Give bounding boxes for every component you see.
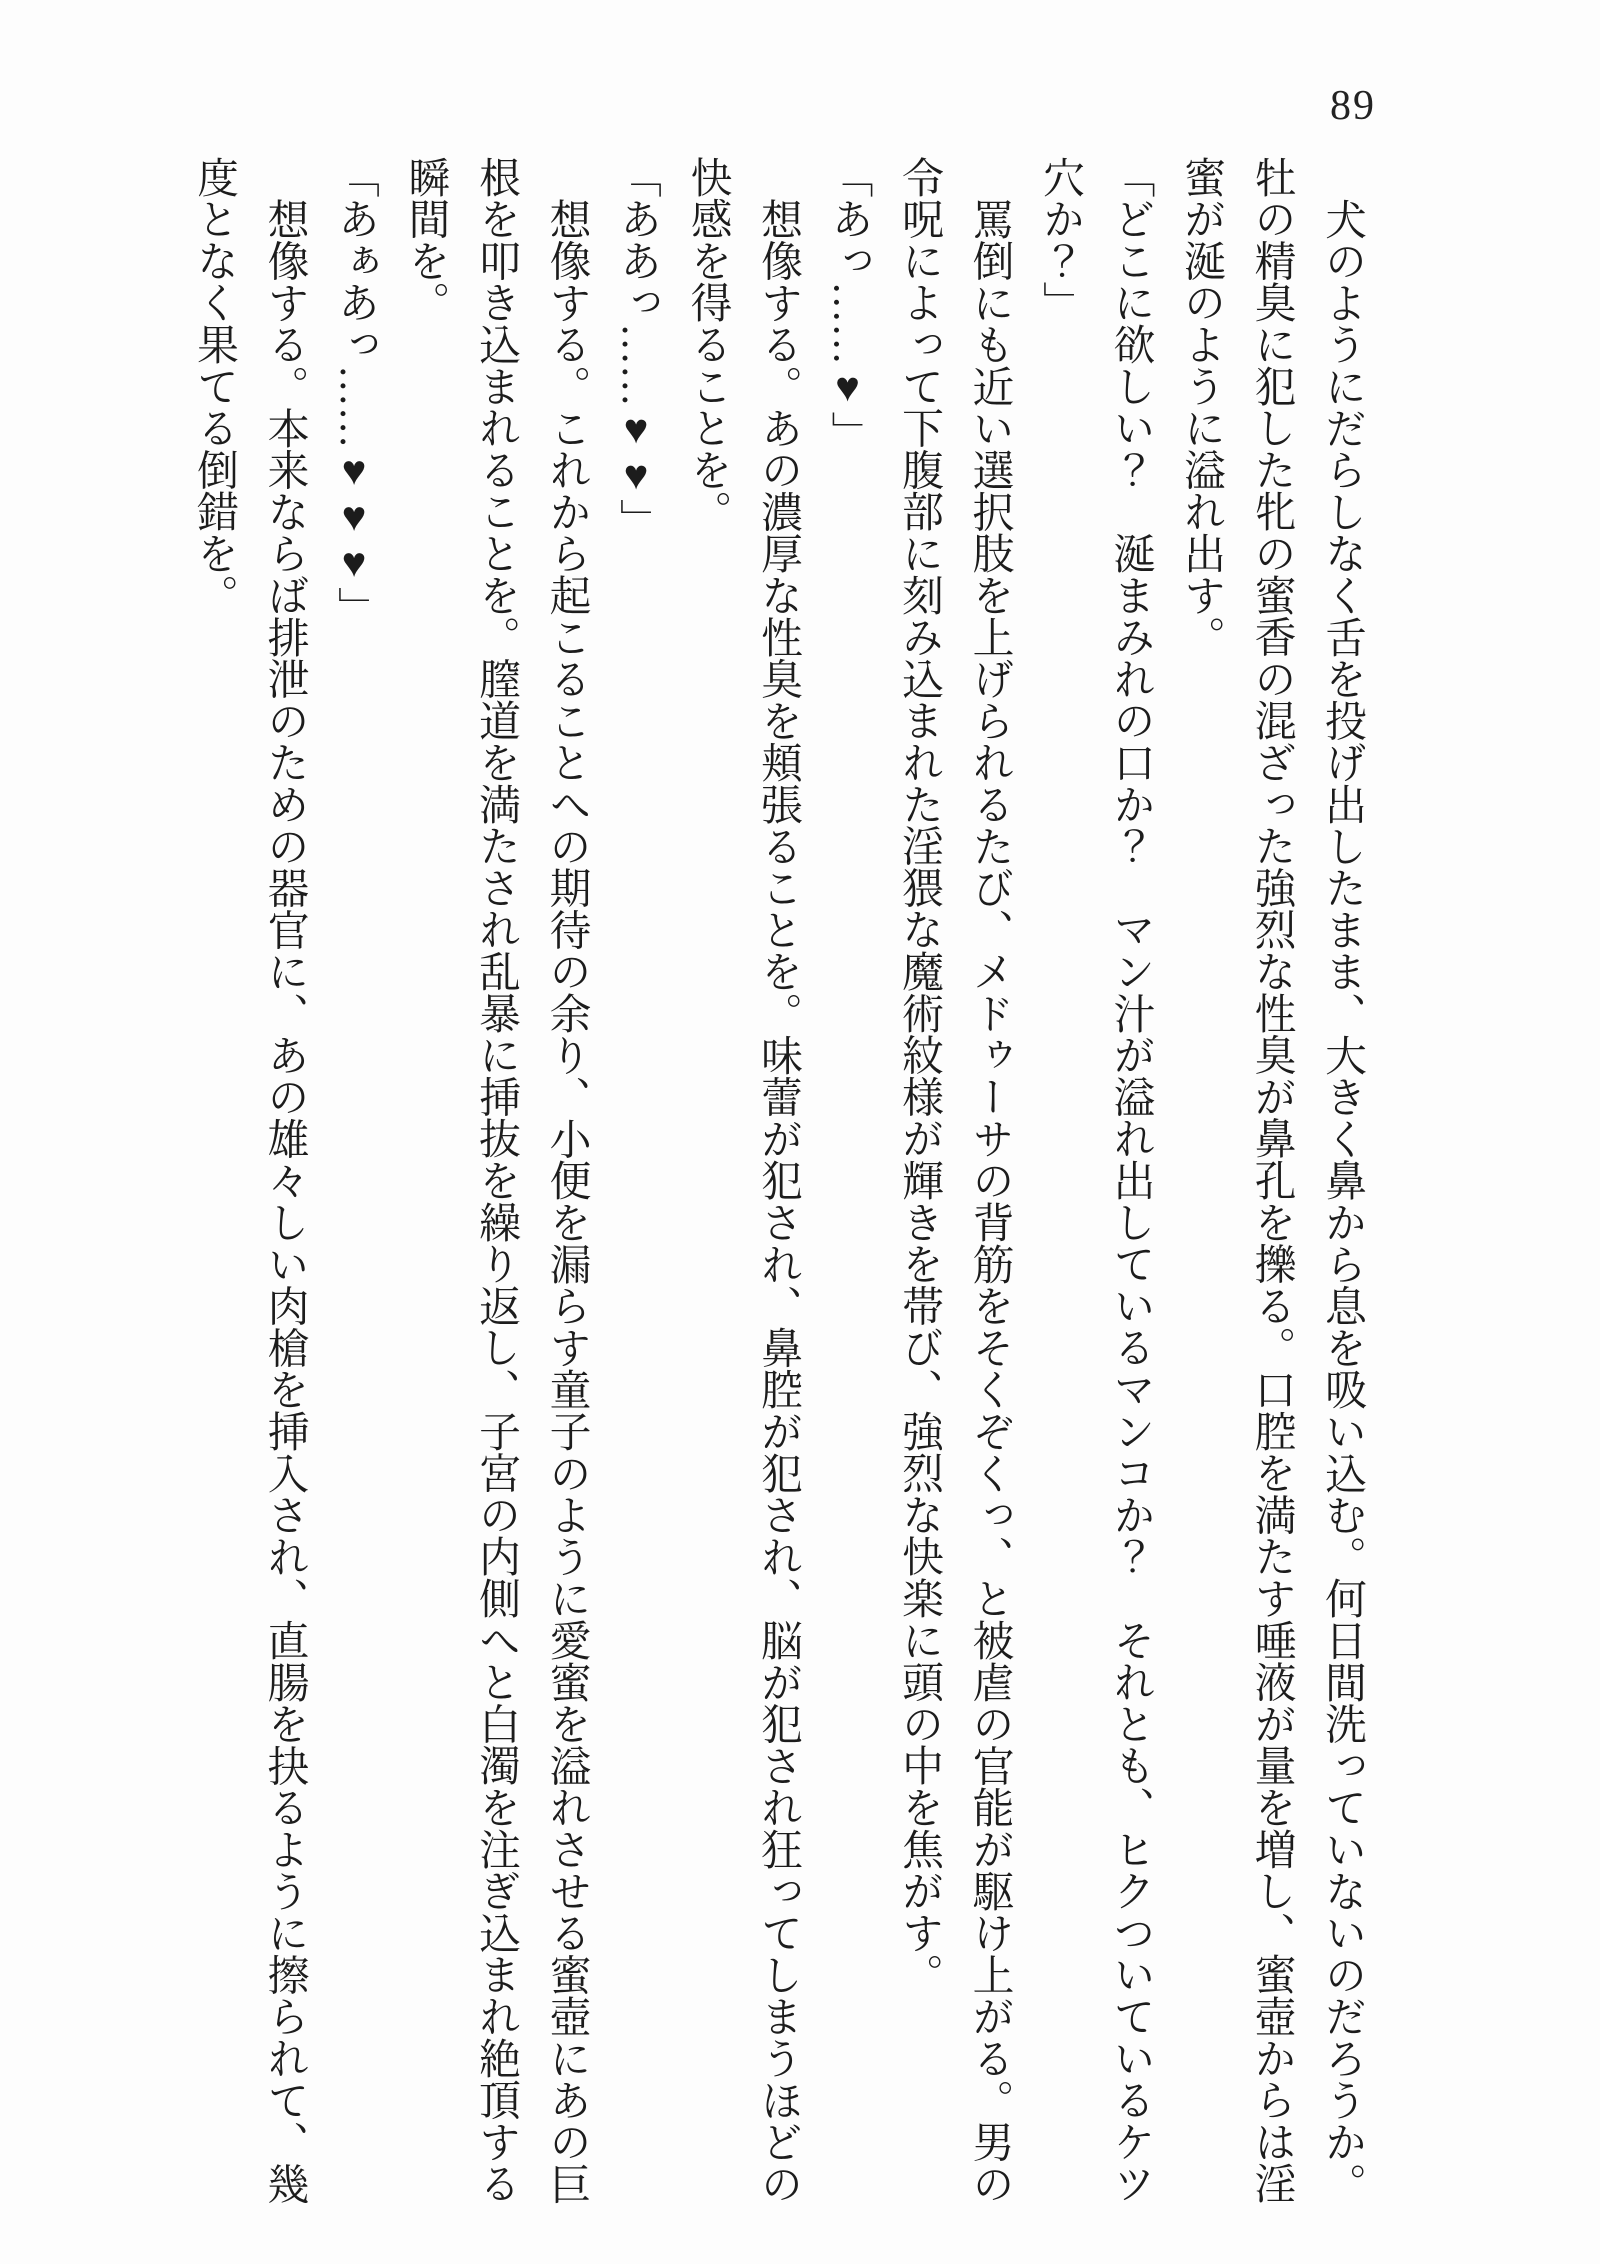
paragraph-dialogue-3: 「ああっ……♥♥」 (613, 156, 659, 541)
paragraph-narration-1: 犬のようにだらしなく舌を投げ出したまま、大きく鼻から息を吸い込む。何日間洗っていないのだろうか。牡の精臭に犯した牝の蜜香の混ざった強烈な性臭が鼻孔を擽る。口腔を満たす唾液が量を増し、蜜壺からは淫蜜が涎のように溢れ出す。 (1177, 156, 1364, 2205)
paragraph-narration-3: 想像する。あの濃厚な性臭を頬張ることを。味蕾が犯され、鼻腔が犯され、脳が犯され狂ってしまうほどの快感を得ることを。 (683, 156, 800, 2205)
paragraph-narration-2: 罵倒にも近い選択肢を上げられるたび、メドゥーサの背筋をそくぞくっ、と被虐の官能が駆け上がる。男の令呪によって下腹部に刻み込まれた淫猥な魔術紋様が輝きを帯び、強烈な快楽に頭の中を焦がす。 (895, 156, 1012, 2205)
paragraph-narration-4: 想像する。これから起こることへの期待の余り、小便を漏らす童子のように愛蜜を溢れさせる蜜壺にあの巨根を叩き込まれることを。膣道を満たされ乱暴に挿抜を繰り返し、子宮の内側へと白濁を注ぎ込まれ絶頂する瞬間を。 (401, 156, 589, 2205)
paragraph-dialogue-4: 「あぁあっ……♥♥♥」 (331, 156, 377, 629)
paragraph-dialogue-2: 「あっ……♥」 (824, 156, 871, 453)
paragraph-dialogue-1: 「どこに欲しい？ 涎まみれの口か？ マン汁が溢れ出しているマンコか？ それとも、ヒクついているケツ穴か？」 (1036, 156, 1153, 2205)
text-block (178, 156, 1377, 2210)
page-number: 89 (1330, 83, 1376, 129)
paragraph-narration-5: 想像する。本来ならば排泄のための器官に、あの雄々しい肉槍を挿入され、直腸を抉るように擦られて、幾度となく果てる倒錯を。 (190, 156, 307, 2205)
